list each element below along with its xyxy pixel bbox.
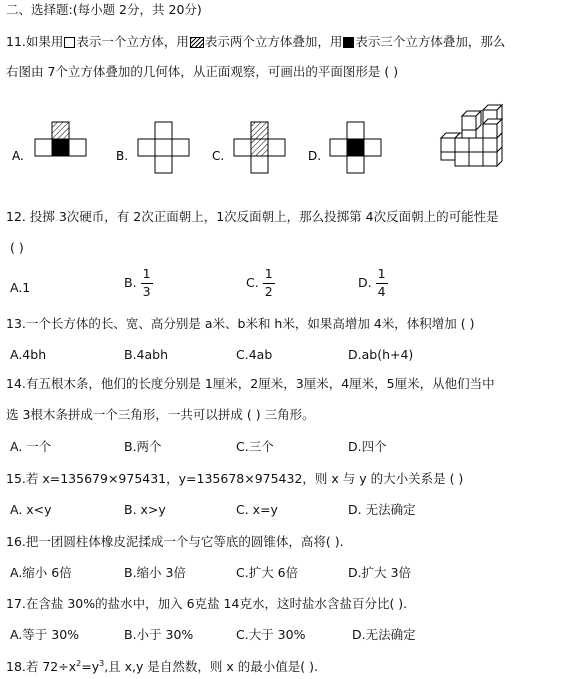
option-a-label: A. [12,149,24,163]
q15-option-a: A. x<y [10,502,52,517]
fraction-denominator: 2 [264,283,273,299]
q14-line2: 选 3根木条拼成一个三角形，一共可以拼成 ( ) 三角形。 [6,407,315,422]
q12-option-a: A.1 [10,280,31,295]
two-cube-hatched-symbol-icon [190,37,204,48]
q14-option-b: B.两个 [124,439,162,454]
q12-option-d-label: D. [358,274,372,290]
option-d-figure [330,122,381,173]
q17-option-b: B.小于 30% [124,627,194,642]
q17-option-a: A.等于 30% [10,627,80,642]
q18-text-b: =y [81,659,100,675]
q11-line2: 右图由 7个立方体叠加的几何体，从正面观察，可画出的平面图形是 ( ) [6,64,399,79]
q18-exponent-y: 3 [99,659,105,668]
q15-line1: 15.若 x=135679×975431，y=135678×975432，则 x 与 y 的大小关系是 ( ) [6,471,464,486]
fraction-numerator: 1 [142,266,151,281]
q15-option-c: C. x=y [236,502,278,517]
q12-option-b-label: B. [124,274,137,290]
q18-exponent-x: 2 [76,659,82,668]
option-c-label: C. [212,149,225,163]
q15-option-b: B. x>y [124,502,166,517]
fraction-one-quarter [376,268,388,298]
q13-option-c: C.4ab [236,347,273,362]
option-a-figure [35,122,86,156]
q12-line1: 12. 投掷 3次硬币，有 2次正面朝上，1次反面朝上，那么投掷第 4次反面朝上的可能性是 [6,209,499,224]
fraction-denominator: 4 [377,283,386,299]
q12-option-b [124,268,153,298]
q17-line1: 17.在含盐 30%的盐水中，加入 6克盐 14克水，这时盐水含盐百分比( ). [6,596,408,611]
three-cube-solid-symbol-icon [343,37,354,48]
q13-line1: 13.一个长方体的长、宽、高分别是 a米、b米和 h米，如果高增加 4米，体积增加 ( ) [6,316,475,331]
q18-text-c: ,且 x,y 是自然数，则 x 的最小值是( ). [104,659,318,675]
fraction-denominator: 3 [142,283,151,299]
q11-text-a: 11.如果用 [6,34,64,49]
q16-option-a: A.缩小 6倍 [10,565,72,580]
q14-option-c: C.三个 [236,439,274,454]
q13-option-b: B.4abh [124,347,169,362]
q11-text-b: 表示一个立方体，用 [76,34,189,49]
q16-option-c: C.扩大 6倍 [236,565,299,580]
q13-option-d: D.ab(h+4) [348,347,414,362]
q14-option-d: D.四个 [348,439,387,454]
q11-line1 [6,36,505,49]
option-d-label: D. [308,149,322,163]
q16-option-d: D.扩大 3倍 [348,565,412,580]
q16-line1: 16.把一团圆柱体橡皮泥揉成一个与它等底的圆锥体，高将( ). [6,534,344,549]
q12-line2: ( ) [10,240,24,255]
q11-figures [0,100,579,175]
fraction-numerator: 1 [264,266,273,281]
q17-option-c: C.大于 30% [236,627,306,642]
fraction-numerator: 1 [377,266,386,281]
q16-option-b: B.缩小 3倍 [124,565,186,580]
q11-text-c: 表示两个立方体叠加，用 [204,34,343,49]
q18-text-a: 18.若 72÷x [6,659,77,675]
q13-option-a: A.4bh [10,347,47,362]
q14-option-a: A. 一个 [10,439,52,454]
option-b-label: B. [116,149,129,163]
fraction-one-third [141,268,153,298]
q14-line1: 14.有五根木条，他们的长度分别是 1厘米，2厘米，3厘米，4厘米，5厘米，从他们当中 [6,376,495,391]
q17-option-d: D.无法确定 [352,627,416,642]
option-b-figure [138,122,189,173]
q12-option-c-label: C. [246,274,259,290]
single-cube-symbol-icon [64,37,75,48]
q11-text-d: 表示三个立方体叠加，那么 [355,34,506,49]
section-title: 二、选择题:(每小题 2分，共 20分) [6,2,202,17]
q12-option-d [358,268,388,298]
q15-option-d: D. 无法确定 [348,502,416,517]
q18-line1 [6,660,318,674]
fraction-one-half [263,268,275,298]
q12-option-c [246,268,275,298]
cube-stack-figure [441,105,502,166]
option-c-figure [234,122,285,173]
